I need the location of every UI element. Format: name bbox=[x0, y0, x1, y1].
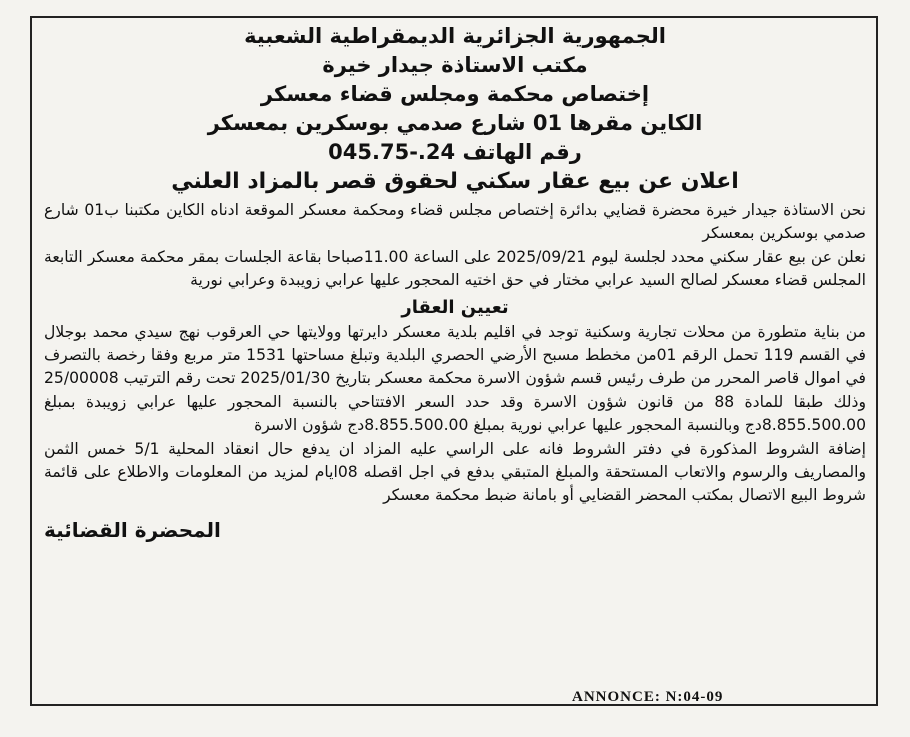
paragraph-sale: نعلن عن بيع عقار سكني محدد لجلسة ليوم 2025/09/21 على الساعة 11.00صباحا بقاعة الجلسات بمقر محكمة معسكر التابعة المجلس قضاء معسكر لصالح السيد عرابي مختار في حق اختيه المحجور عليها عرابي زويبدة وعرابي نورية bbox=[44, 247, 866, 290]
header-office: مكتب الاستاذة جيدار خيرة bbox=[322, 53, 588, 77]
notice-title: اعلان عن بيع عقار سكني لحقوق قصر بالمزاد العلني bbox=[171, 169, 739, 194]
header-phone: رقم الهاتف 24.-045.75 bbox=[328, 140, 582, 164]
annonce-number: ANNONCE: N:04-09 bbox=[572, 689, 724, 705]
section-title-property: تعيين العقار bbox=[401, 296, 509, 318]
legal-notice bbox=[44, 22, 866, 542]
paragraph-description: من بناية متطورة من محلات تجارية وسكنية توجد في اقليم بلدية معسكر دايرتها وولايتها حي العرقوب نهج سيدي محمد بوجلال في القسم 119 تحمل الرقم 01من مخطط مسبح الأرضي الحصري البلدية وتبلغ مساحتها 1531 متر مربع وفقا رخصة بالتصرف في اموال قاصر المحرر من طرف رئيس قسم شؤون الاسرة محكمة معسكر بتاريخ 2025/01/30 تحت رقم الترتيب 25/00008 وذلك طبقا للمادة 88 من قانون شؤون الاسرة وقد حدد السعر الافتتاحي بالنسبة المحجور عليها عرابي زويبدة بمبلغ 8.855.500.00دج وبالنسبة المحجور عليها عرابي نورية بمبلغ 8.855.500.00دج شؤون الاسرة bbox=[44, 322, 867, 435]
paragraph-conditions: إضافة الشروط المذكورة في دفتر الشروط فانه على الراسي عليه المزاد ان يدفع حال انعقاد المحلية 5/1 خمس الثمن والمصاريف والرسوم والاتعاب المستحقة والمبلغ المتبقي بدفع في اجل اقصله 08ايام لمزيد من المعلومات والاطلاع على قائمة شروط البيع الاتصال بمكتب المحضر القضايي أو بامانة ضبط محكمة معسكر bbox=[44, 439, 866, 505]
header-republic: الجمهورية الجزائرية الديمقراطية الشعبية bbox=[244, 24, 666, 48]
header-jurisdiction: إختصاص محكمة ومجلس قضاء معسكر bbox=[260, 82, 650, 106]
signature-bailiff: المحضرة القضائية bbox=[44, 517, 221, 542]
annonce-box bbox=[572, 686, 816, 704]
header-address: الكاين مقرها 01 شارع صدمي بوسكرين بمعسكر bbox=[207, 111, 703, 135]
paragraph-intro: نحن الاستاذة جيدار خيرة محضرة قضايي بدائرة إختصاص مجلس قضاء ومحكمة معسكر الموقعة ادناه الكاين مكتبنا ب01 شارع صدمي بوسكرين بمعسكر bbox=[44, 201, 866, 243]
